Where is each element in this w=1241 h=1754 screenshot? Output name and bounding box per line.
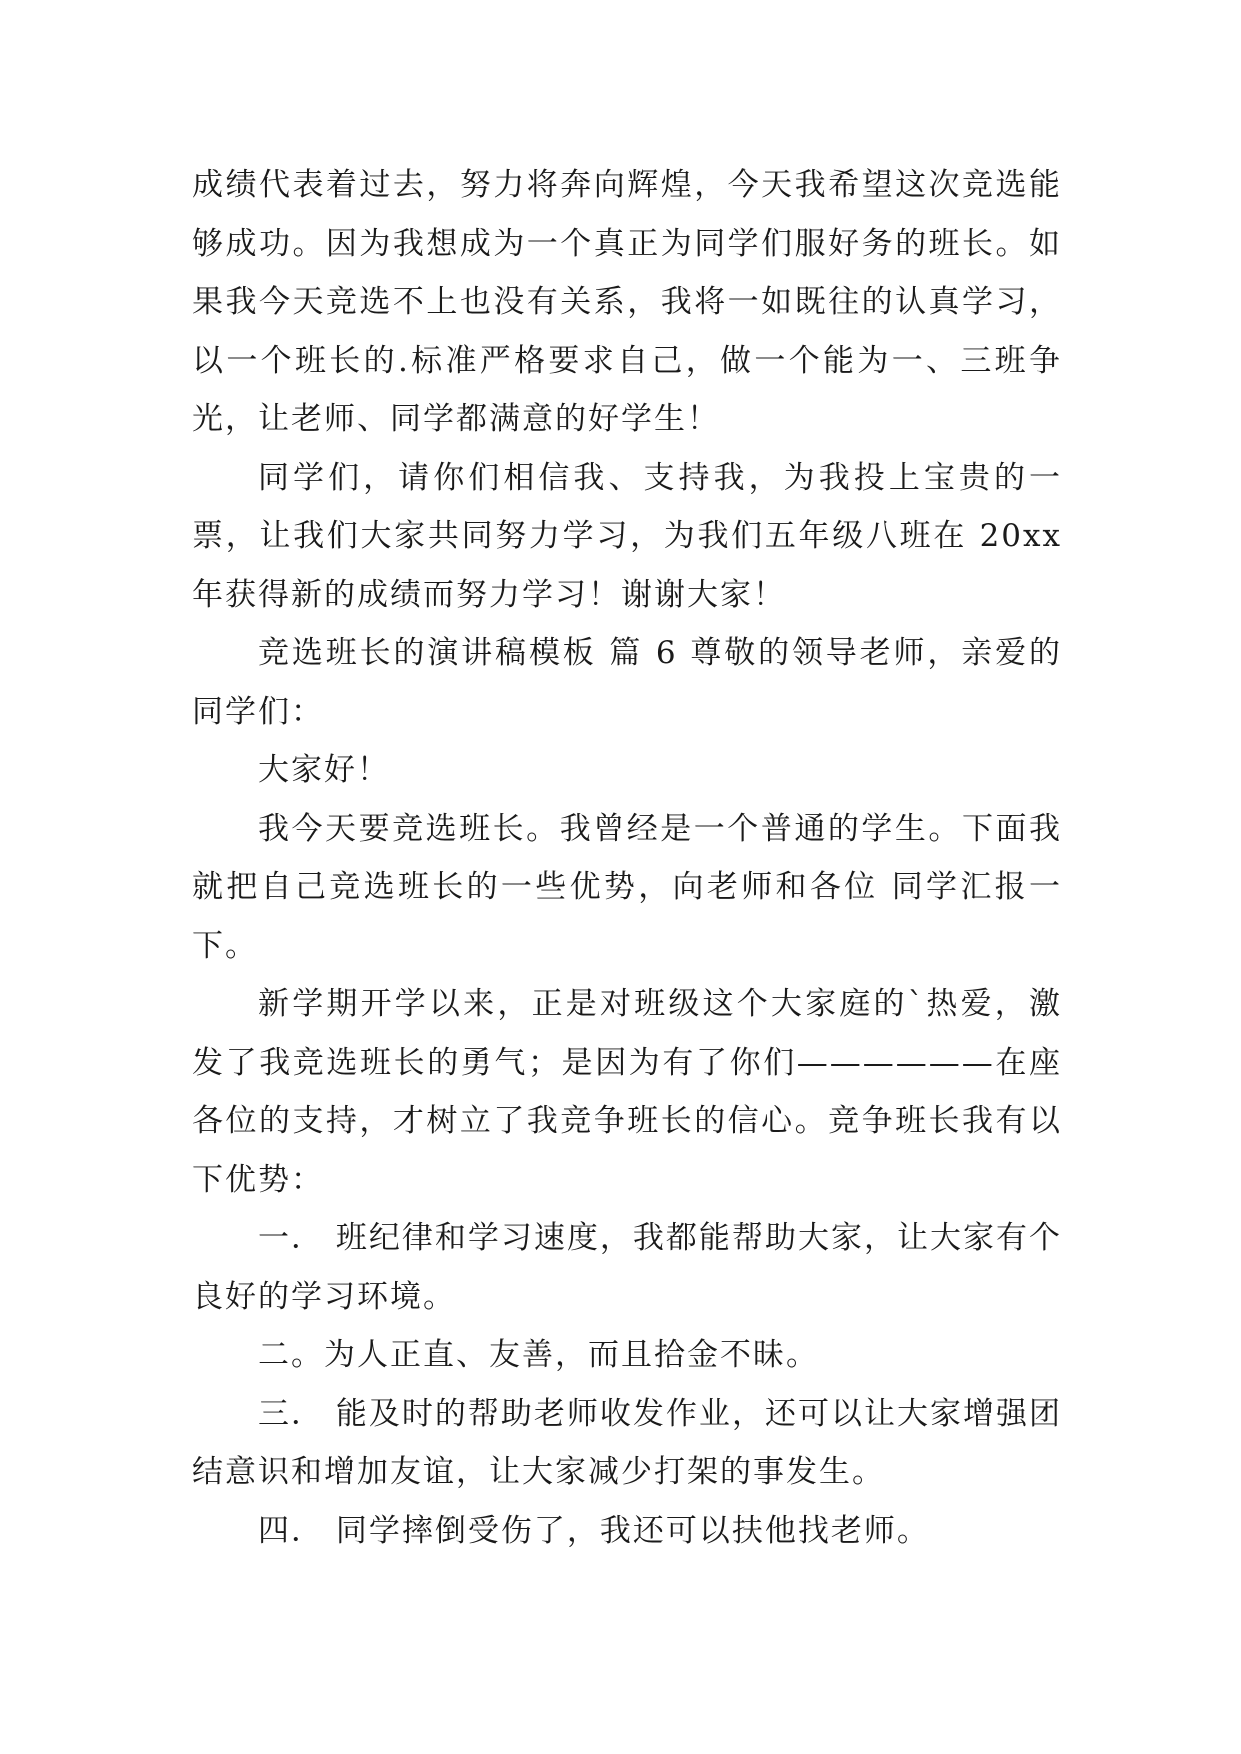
- paragraph-4: 大家好！: [258, 752, 390, 788]
- paragraph-3: 竞选班长的演讲稿模板 篇 6 尊敬的领导老师，亲爱的同学们：: [192, 635, 1062, 730]
- document-body: [192, 156, 1062, 1560]
- paragraph-5: 我今天要竞选班长。我曾经是一个普通的学生。下面我就把自己竞选班长的一些优势，向老师和各位 同学汇报一下。: [192, 810, 1062, 964]
- paragraph-7: 一． 班纪律和学习速度，我都能帮助大家，让大家有个良好的学习环境。: [192, 1220, 1062, 1315]
- paragraph-9: 三． 能及时的帮助老师收发作业，还可以让大家增强团结意识和增加友谊，让大家减少打架的事发生。: [192, 1395, 1062, 1490]
- paragraph-10: 四． 同学摔倒受伤了，我还可以扶他找老师。: [258, 1512, 930, 1549]
- paragraph-1: 成绩代表着过去，努力将奔向辉煌，今天我希望这次竞选能够成功。因为我想成为一个真正为同学们服好务的班长。如果我今天竞选不上也没有关系，我将一如既往的认真学习，以一个班长的.标准严格要求自己，做一个能为一、三班争光，让老师、同学都满意的好学生！: [192, 167, 1062, 437]
- paragraph-6: 新学期开学以来，正是对班级这个大家庭的`热爱，激发了我竞选班长的勇气；是因为有了你们——————在座各位的支持，才树立了我竞争班长的信心。竞争班长我有以下优势：: [192, 986, 1062, 1198]
- paragraph-8: 二。为人正直、友善，而且拾金不昧。: [258, 1337, 819, 1373]
- paragraph-2: 同学们，请你们相信我、支持我，为我投上宝贵的一票，让我们大家共同努力学习，为我们五年级八班在 20xx 年获得新的成绩而努力学习！谢谢大家！: [192, 459, 1062, 613]
